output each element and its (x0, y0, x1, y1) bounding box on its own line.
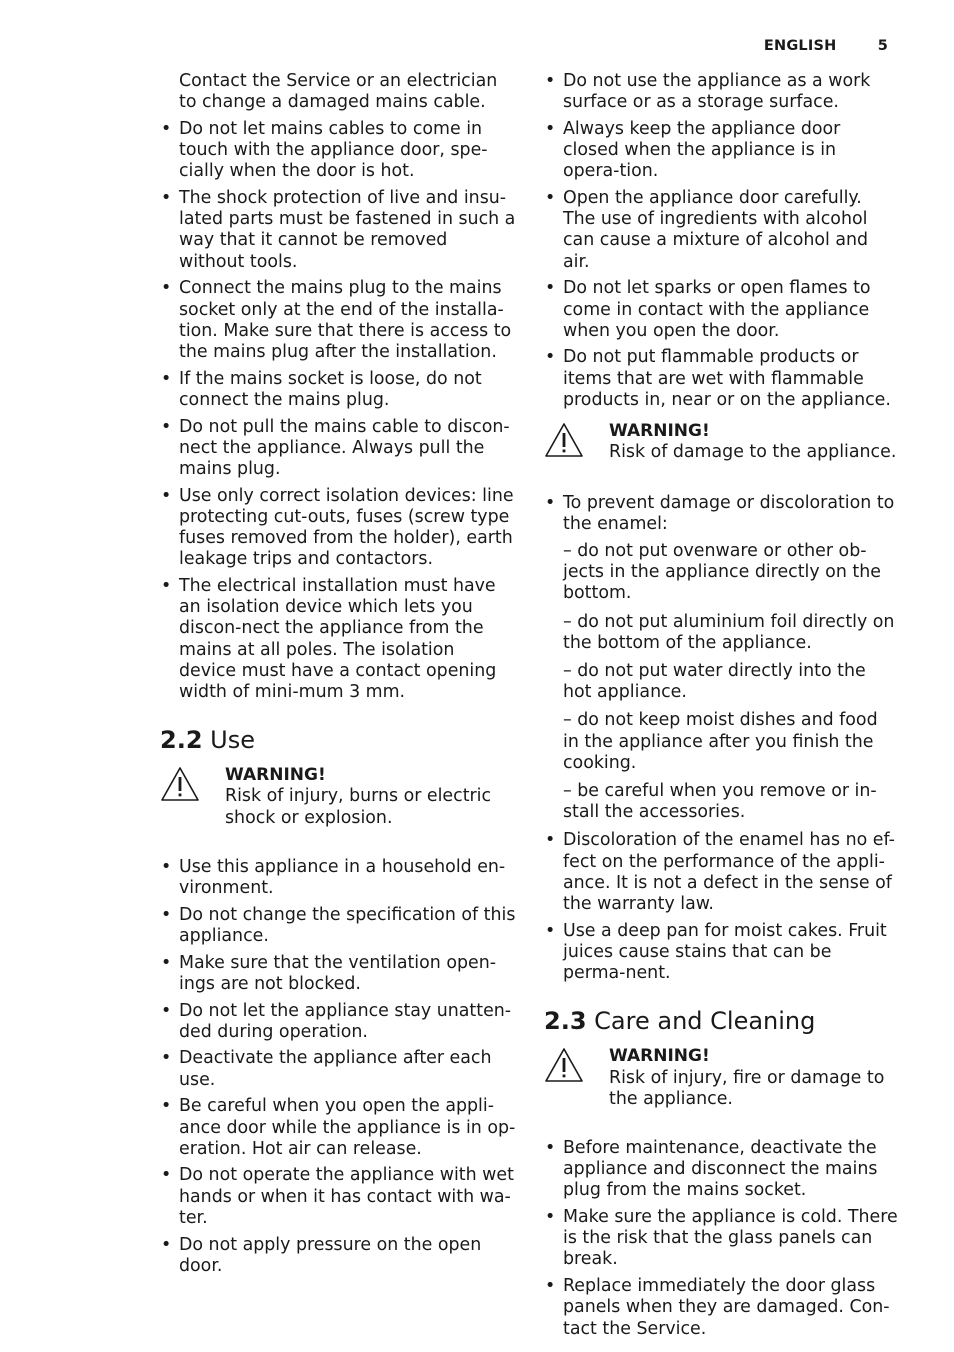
list-item: • Before maintenance, deactivate the appliance and disconnect the mains plug from the mains socket. (544, 1138, 898, 1202)
right-column (544, 71, 898, 1345)
warning-title: WARNING! (609, 1046, 710, 1067)
list-item: • Be careful when you open the appli-ance door while the appliance is in op-eration. Hot air can release. (160, 1096, 516, 1160)
list-item: • If the mains socket is loose, do not connect the mains plug. (160, 369, 516, 411)
warning-box-damage (544, 421, 898, 465)
enamel-bullet-list (544, 493, 898, 535)
list-item: • Do not pull the mains cable to discon-nect the appliance. Always pull the mains plug. (160, 417, 516, 481)
list-item: • Use only correct isolation devices: line protecting cut-outs, fuses (screw type fuses removed from the holder), earth leakage trips and contactors. (160, 486, 516, 571)
list-item: • Do not change the specification of this appliance. (160, 905, 516, 947)
list-item: • The shock protection of live and insu-lated parts must be fastened in such a way that it cannot be removed without tools. (160, 188, 516, 273)
warning-text: Risk of injury, burns or electric shock or explosion. (225, 786, 492, 828)
enamel-notes-list (544, 830, 898, 984)
list-item: • Connect the mains plug to the mains socket only at the end of the installa-tion. Make sure that there is access to the mains plug after the installation. (160, 278, 516, 363)
list-item: • Do not put flammable products or items that are wet with flammable products in, near or on the appliance. (544, 347, 898, 411)
section-number: 2.2 (160, 726, 203, 755)
page-header (764, 38, 888, 54)
list-item: • Use this appliance in a household en-vironment. (160, 857, 516, 899)
list-item: • Do not operate the appliance with wet hands or when it has contact with wa-ter. (160, 1165, 516, 1229)
list-item: • Make sure the appliance is cold. There is the risk that the glass panels can break. (544, 1207, 898, 1271)
list-item: • Do not use the appliance as a work surface or as a storage surface. (544, 71, 898, 113)
list-item: • Make sure that the ventilation open-ings are not blocked. (160, 953, 516, 995)
list-item: • Replace immediately the door glass panels when they are damaged. Con-tact the Service. (544, 1276, 898, 1340)
enamel-sub-item: – do not keep moist dishes and food in the appliance after you finish the cooking. (563, 710, 878, 773)
list-item: • Do not apply pressure on the open door. (160, 1235, 516, 1277)
list-item: • Do not let mains cables to come in touch with the appliance door, spe-cially when the door is hot. (160, 119, 516, 183)
warning-text: Risk of damage to the appliance. (609, 442, 897, 463)
warning-title: WARNING! (609, 421, 710, 442)
section-title: Use (210, 726, 255, 755)
intro-text: Contact the Service or an electrician to change a damaged mains cable. (179, 71, 498, 113)
section-heading-use (160, 725, 516, 755)
header-language: ENGLISH (763, 38, 837, 54)
list-item: • Do not let the appliance stay unatten-ded during operation. (160, 1001, 516, 1043)
warning-box-use (160, 765, 516, 829)
list-item: • To prevent damage or discoloration to the enamel: (544, 493, 898, 535)
list-item: • Discoloration of the enamel has no ef-fect on the performance of the appli-ance. It is not a defect in the sense of the warranty law. (544, 830, 898, 915)
enamel-sub-item: – do not put water directly into the hot appliance. (563, 660, 866, 703)
list-item: • Use a deep pan for moist cakes. Fruit juices cause stains that can be perma-nent. (544, 921, 898, 985)
enamel-sub-item: – do not put ovenware or other ob-jects in the appliance directly on the bottom. (563, 540, 881, 604)
list-item: • Open the appliance door carefully. The use of ingredients with alcohol can cause a mixture of alcohol and air. (544, 188, 898, 273)
section-title: Care and Cleaning (594, 1007, 816, 1036)
list-item: • Deactivate the appliance after each use. (160, 1048, 516, 1090)
page-number: 5 (877, 38, 888, 54)
use-bullet-list (160, 857, 516, 1277)
list-item: • Do not let sparks or open flames to come in contact with the appliance when you open the door. (544, 278, 898, 342)
warning-triangle-icon (160, 766, 200, 802)
enamel-sub-item: – do not put aluminium foil directly on the bottom of the appliance. (563, 611, 895, 653)
warning-box-care (544, 1046, 898, 1110)
warning-title: WARNING! (225, 765, 326, 786)
warning-text: Risk of injury, fire or damage to the appliance. (609, 1067, 885, 1109)
section-heading-care (544, 1006, 898, 1036)
section-number: 2.3 (544, 1007, 587, 1036)
care-bullet-list (544, 1138, 898, 1340)
warning-triangle-icon (544, 1047, 584, 1083)
list-item: • The electrical installation must have an isolation device which lets you discon-nect the appliance from the mains at all poles. The isolation device must have a contact opening width of mini-mum 3 mm. (160, 576, 516, 703)
enamel-sub-item: – be careful when you remove or in-stall the accessories. (563, 780, 877, 823)
door-bullet-list (544, 71, 898, 411)
list-item: • Always keep the appliance door closed when the appliance is in opera-tion. (544, 119, 898, 183)
warning-triangle-icon (544, 422, 584, 458)
left-column (160, 71, 516, 1282)
electrical-bullet-list (160, 119, 516, 703)
